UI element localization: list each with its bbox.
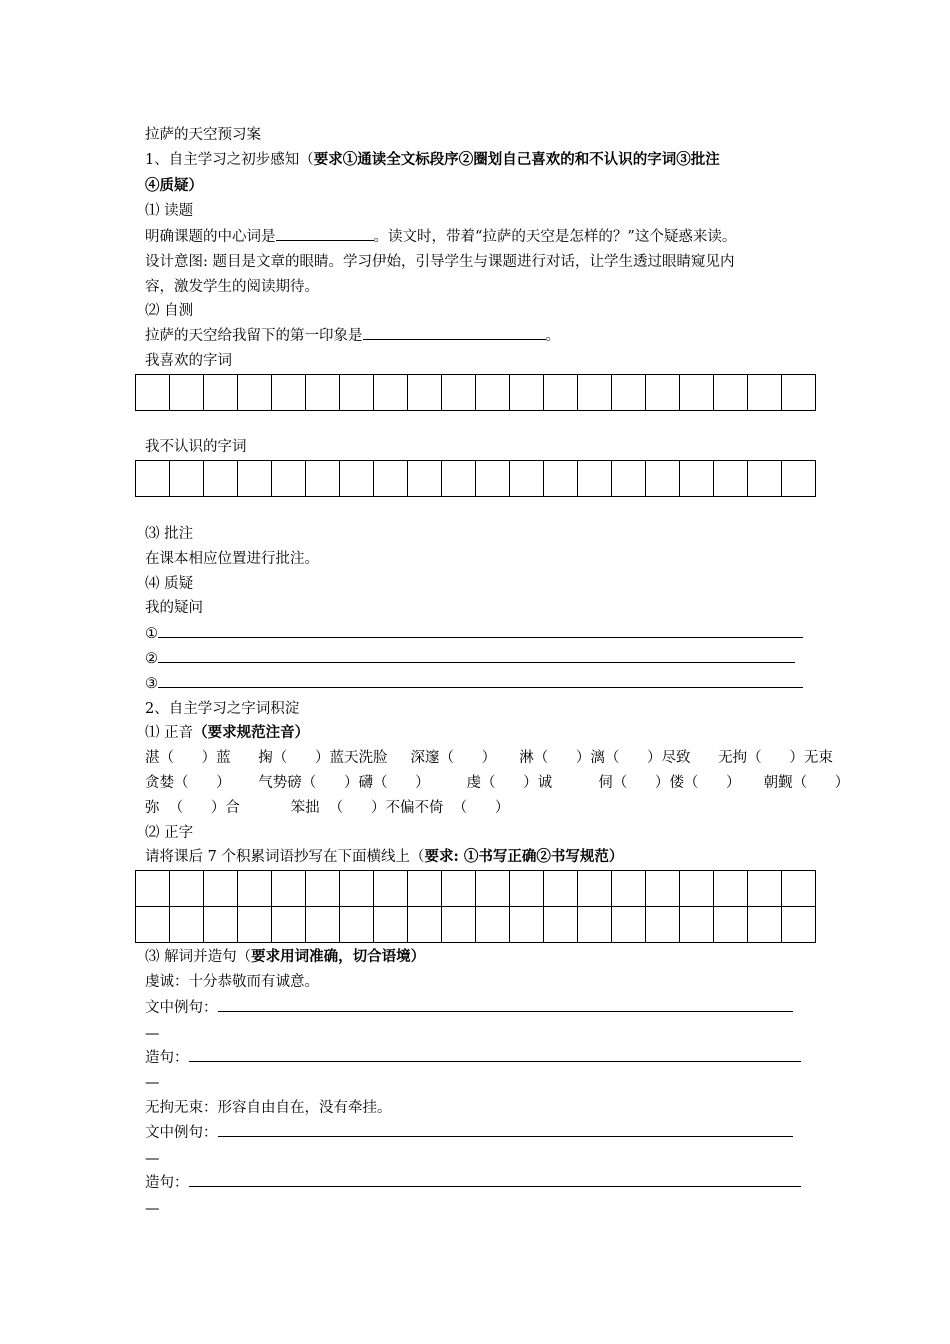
section2-heading: 2、自主学习之字词积淀: [145, 701, 300, 717]
grid-cell[interactable]: [408, 907, 442, 943]
section1-requirement-cont: ④质疑）: [145, 177, 203, 194]
grid-cell[interactable]: [476, 461, 510, 497]
grid-cell[interactable]: [272, 461, 306, 497]
grid-cell[interactable]: [510, 375, 544, 411]
grid-cell[interactable]: [204, 375, 238, 411]
grid-cell[interactable]: [510, 871, 544, 907]
writing-instruction: [145, 847, 623, 867]
example1-line: [145, 998, 793, 1018]
writing-requirement: 要求: ①书写正确②书写规范）: [424, 848, 624, 865]
grid-row: [136, 461, 816, 497]
grid-cell[interactable]: [544, 375, 578, 411]
grid-cell[interactable]: [680, 461, 714, 497]
grid-cell[interactable]: [748, 375, 782, 411]
writing-label: ⑵ 正字: [145, 825, 194, 841]
grid-cell[interactable]: [272, 907, 306, 943]
grid-cell[interactable]: [374, 375, 408, 411]
grid-cell[interactable]: [544, 461, 578, 497]
pinyin-row-3: 弥 （ ）合 笨拙 （ ）不偏不倚 （ ）: [145, 800, 510, 816]
make2-blank[interactable]: [189, 1173, 801, 1187]
grid-cell[interactable]: [238, 871, 272, 907]
word2-definition: 无拘无束：形容自由自在，没有牵挂。: [145, 1100, 392, 1116]
center-word-blank[interactable]: [276, 227, 374, 241]
grid-cell[interactable]: [408, 375, 442, 411]
example1-blank[interactable]: [218, 998, 793, 1012]
unknown-words-label: 我不认识的字词: [145, 439, 247, 455]
grid-cell[interactable]: [748, 461, 782, 497]
grid-cell[interactable]: [204, 461, 238, 497]
impression-blank[interactable]: [363, 326, 546, 340]
question-blank-1[interactable]: [158, 624, 803, 638]
grid-cell[interactable]: [136, 907, 170, 943]
grid-cell[interactable]: [748, 907, 782, 943]
grid-cell[interactable]: [714, 461, 748, 497]
grid-cell[interactable]: [612, 375, 646, 411]
grid-cell[interactable]: [408, 461, 442, 497]
writing-instruction-text: 请将课后 7 个积累词语抄写在下面横线上（: [145, 849, 425, 865]
grid-row: [136, 907, 816, 943]
impression-line: [145, 326, 560, 346]
grid-cell[interactable]: [340, 907, 374, 943]
reading-line-pre: 明确课题的中心词是: [145, 229, 276, 245]
make1-blank[interactable]: [189, 1048, 801, 1062]
make2-overflow: —: [145, 1201, 160, 1217]
grid-cell[interactable]: [238, 375, 272, 411]
section1-heading: [145, 150, 720, 170]
grid-cell[interactable]: [782, 375, 816, 411]
grid-cell[interactable]: [340, 375, 374, 411]
example2-label: 文中例句：: [145, 1125, 218, 1141]
example2-blank[interactable]: [218, 1123, 793, 1137]
example2-line: [145, 1123, 793, 1143]
pinyin-label: [145, 723, 309, 743]
grid-cell[interactable]: [136, 461, 170, 497]
grid-cell[interactable]: [136, 871, 170, 907]
grid-cell[interactable]: [578, 907, 612, 943]
grid-cell[interactable]: [442, 375, 476, 411]
grid-cell[interactable]: [612, 871, 646, 907]
grid-cell[interactable]: [476, 907, 510, 943]
example2-overflow: —: [145, 1151, 160, 1167]
grid-cell[interactable]: [306, 907, 340, 943]
grid-cell[interactable]: [782, 907, 816, 943]
annotate-label: ⑶ 批注: [145, 526, 194, 542]
section1-requirement: 要求①通读全文标段序②圈划自己喜欢的和不认识的字词③批注: [313, 151, 720, 168]
grid-cell[interactable]: [680, 375, 714, 411]
design-intent-2: 容，激发学生的阅读期待。: [145, 279, 319, 295]
sentence-requirement: 要求用词准确，切合语境）: [251, 948, 426, 965]
sentence-label-text: ⑶ 解词并造句（: [145, 949, 252, 965]
word1-definition: 虔诚：十分恭敬而有诚意。: [145, 974, 319, 990]
question-sub: 我的疑问: [145, 600, 203, 616]
grid-cell[interactable]: [612, 461, 646, 497]
question-blank-2[interactable]: [158, 649, 795, 663]
grid-cell[interactable]: [170, 907, 204, 943]
grid-cell[interactable]: [510, 907, 544, 943]
make1-label: 造句：: [145, 1050, 189, 1066]
sentence-label: [145, 947, 425, 967]
grid-cell[interactable]: [442, 461, 476, 497]
question-line-1: [145, 624, 803, 644]
grid-row: [136, 375, 816, 411]
grid-cell[interactable]: [646, 375, 680, 411]
grid-cell[interactable]: [204, 907, 238, 943]
impression-pre: 拉萨的天空给我留下的第一印象是: [145, 328, 363, 344]
grid-cell[interactable]: [714, 907, 748, 943]
question-mark-2: ②: [145, 651, 158, 667]
section1-heading-text: 1、自主学习之初步感知（: [145, 152, 314, 168]
reading-label: ⑴ 读题: [145, 203, 194, 219]
question-mark-3: ③: [145, 676, 158, 692]
grid-cell[interactable]: [272, 375, 306, 411]
reading-line-post: 。读文时，带着“拉萨的天空是怎样的？”这个疑惑来读。: [373, 229, 737, 245]
grid-cell[interactable]: [442, 871, 476, 907]
pinyin-row-1: 湛（ ）蓝 掬（ ）蓝天洗脸 深邃（ ） 淋（ ）漓（ ）尽致 无拘（ ）无束: [145, 750, 833, 766]
grid-cell[interactable]: [170, 871, 204, 907]
grid-cell[interactable]: [646, 907, 680, 943]
question-blank-3[interactable]: [158, 674, 803, 688]
selftest-label: ⑵ 自测: [145, 303, 194, 319]
grid-cell[interactable]: [374, 461, 408, 497]
grid-cell[interactable]: [578, 461, 612, 497]
grid-cell[interactable]: [578, 871, 612, 907]
grid-cell[interactable]: [612, 907, 646, 943]
liked-words-grid[interactable]: [135, 374, 816, 411]
grid-cell[interactable]: [306, 375, 340, 411]
grid-cell[interactable]: [646, 461, 680, 497]
annotate-text: 在课本相应位置进行批注。: [145, 551, 319, 567]
grid-cell[interactable]: [544, 907, 578, 943]
grid-cell[interactable]: [374, 907, 408, 943]
writing-grid[interactable]: [135, 870, 816, 943]
grid-cell[interactable]: [680, 871, 714, 907]
grid-cell[interactable]: [510, 461, 544, 497]
grid-cell[interactable]: [544, 871, 578, 907]
example1-label: 文中例句：: [145, 1000, 218, 1016]
grid-cell[interactable]: [578, 375, 612, 411]
question-label: ⑷ 质疑: [145, 576, 194, 592]
grid-cell[interactable]: [272, 871, 306, 907]
impression-post: 。: [545, 328, 560, 344]
grid-cell[interactable]: [476, 375, 510, 411]
question-mark-1: ①: [145, 626, 158, 642]
grid-cell[interactable]: [714, 871, 748, 907]
grid-cell[interactable]: [714, 375, 748, 411]
make1-line: [145, 1048, 801, 1068]
doc-title: 拉萨的天空预习案: [145, 127, 261, 143]
grid-cell[interactable]: [306, 871, 340, 907]
grid-cell[interactable]: [238, 907, 272, 943]
grid-cell[interactable]: [170, 375, 204, 411]
pinyin-row-2: 贪婪（ ） 气势磅（ ）礴（ ） 虔（ ）诚 伺（ ）偻（ ） 朝觐（ ）: [145, 775, 850, 791]
make2-line: [145, 1173, 801, 1193]
liked-words-label: 我喜欢的字词: [145, 353, 232, 369]
grid-cell[interactable]: [680, 907, 714, 943]
grid-cell[interactable]: [136, 375, 170, 411]
grid-cell[interactable]: [340, 871, 374, 907]
grid-cell[interactable]: [646, 871, 680, 907]
design-intent-1: 设计意图: 题目是文章的眼睛。学习伊始，引导学生与课题进行对话，让学生透过眼睛窥见内: [145, 254, 735, 270]
grid-cell[interactable]: [748, 871, 782, 907]
grid-cell[interactable]: [476, 871, 510, 907]
grid-cell[interactable]: [306, 461, 340, 497]
pinyin-requirement: （要求规范注音）: [193, 724, 310, 741]
grid-row: [136, 871, 816, 907]
unknown-words-grid[interactable]: [135, 460, 816, 497]
pinyin-label-text: ⑴ 正音: [145, 725, 194, 741]
question-line-2: [145, 649, 795, 669]
grid-cell[interactable]: [782, 461, 816, 497]
grid-cell[interactable]: [442, 907, 476, 943]
example1-overflow: —: [145, 1026, 160, 1042]
grid-cell[interactable]: [340, 461, 374, 497]
grid-cell[interactable]: [238, 461, 272, 497]
grid-cell[interactable]: [408, 871, 442, 907]
reading-line: [145, 227, 736, 247]
grid-cell[interactable]: [782, 871, 816, 907]
make1-overflow: —: [145, 1075, 160, 1091]
grid-cell[interactable]: [170, 461, 204, 497]
grid-cell[interactable]: [204, 871, 238, 907]
grid-cell[interactable]: [374, 871, 408, 907]
question-line-3: [145, 674, 803, 694]
make2-label: 造句：: [145, 1175, 189, 1191]
